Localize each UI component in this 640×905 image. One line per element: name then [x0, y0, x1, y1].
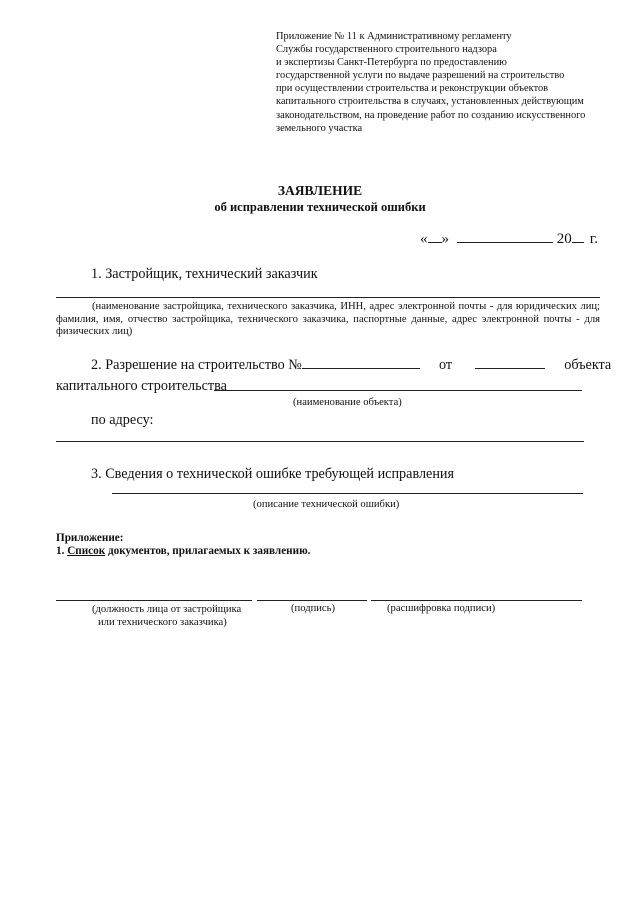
section2-label: 2. Разрешение на строительство [91, 357, 285, 373]
signature-field[interactable] [257, 600, 367, 601]
header-line-1: Приложение № 11 к Административному регламенту [276, 31, 512, 42]
year-prefix: 20 [556, 231, 572, 247]
date-open-quote: « [420, 231, 428, 247]
address-label: по адресу: [91, 412, 154, 428]
object-line-label: капитального строительства [56, 378, 227, 394]
attachment-item [56, 545, 310, 557]
document-subtitle: об исправлении технической ошибки [214, 200, 426, 214]
header-line-2: Службы государственного строительного надзора [276, 44, 497, 56]
section2-line [91, 355, 612, 374]
document-title: ЗАЯВЛЕНИЕ [277, 183, 363, 198]
developer-field[interactable] [56, 297, 600, 298]
object-label: объекта [564, 357, 612, 373]
header-line-5: при осуществлении строительства и реконструкции объектов [276, 83, 549, 95]
section1-note-first: (наименование застройщика, технического заказчика, ИНН, адрес электронной почты - для юридических лиц; [92, 301, 600, 312]
object-caption: (наименование объекта) [293, 397, 402, 408]
decode-caption: (расшифровка подписи) [387, 603, 496, 614]
object-name-field[interactable] [214, 390, 582, 391]
position-field[interactable] [56, 600, 252, 601]
regulation-header [276, 30, 616, 135]
signature-decode-field[interactable] [371, 600, 582, 601]
number-sign: № [288, 357, 302, 373]
from-label: от [438, 357, 453, 373]
signature-caption: (подпись) [291, 603, 335, 614]
year-suffix: г. [589, 231, 598, 247]
attachment-item-number: 1. [56, 545, 65, 557]
section1-note-rest: фамилия, имя, отчество застройщика, технического заказчика, паспортные данные, адрес электронной почты - для физических лиц) [56, 313, 600, 338]
section1-label: 1. Застройщик, технический заказчик [91, 266, 318, 282]
header-line-8: земельного участка [276, 122, 363, 134]
year-field[interactable] [572, 230, 584, 243]
position-caption [92, 603, 241, 629]
header-line-3: и экспертизы Санкт-Петербурга по предоставлению [276, 57, 507, 69]
section3-caption: (описание технической ошибки) [253, 499, 400, 510]
section1-note [56, 301, 600, 339]
day-field[interactable] [428, 230, 442, 243]
error-description-field[interactable] [112, 493, 583, 494]
date-close-quote: » [441, 231, 449, 247]
permit-number-field[interactable] [302, 355, 420, 369]
permit-date-field[interactable] [475, 355, 545, 369]
section3-label: 3. Сведения о технической ошибке требующей исправления [91, 466, 455, 482]
header-line-6: капитального строительства в случаях, установленных действующим [276, 96, 584, 108]
attachment-title: Приложение: [56, 532, 124, 544]
date-line [420, 230, 598, 248]
header-line-7: законодательством, на проведение работ по созданию искусственного [276, 109, 586, 121]
attachment-list-link[interactable]: Список [67, 545, 106, 557]
position-caption-line1: (должность лица от застройщика [92, 604, 242, 615]
address-field[interactable] [56, 441, 584, 442]
attachment-item-text: документов, прилагаемых к заявлению. [107, 545, 311, 557]
position-caption-line2: или технического заказчика) [98, 617, 227, 628]
header-line-4: государственной услуги по выдаче разрешений на строительство [276, 70, 565, 82]
month-field[interactable] [457, 230, 553, 243]
